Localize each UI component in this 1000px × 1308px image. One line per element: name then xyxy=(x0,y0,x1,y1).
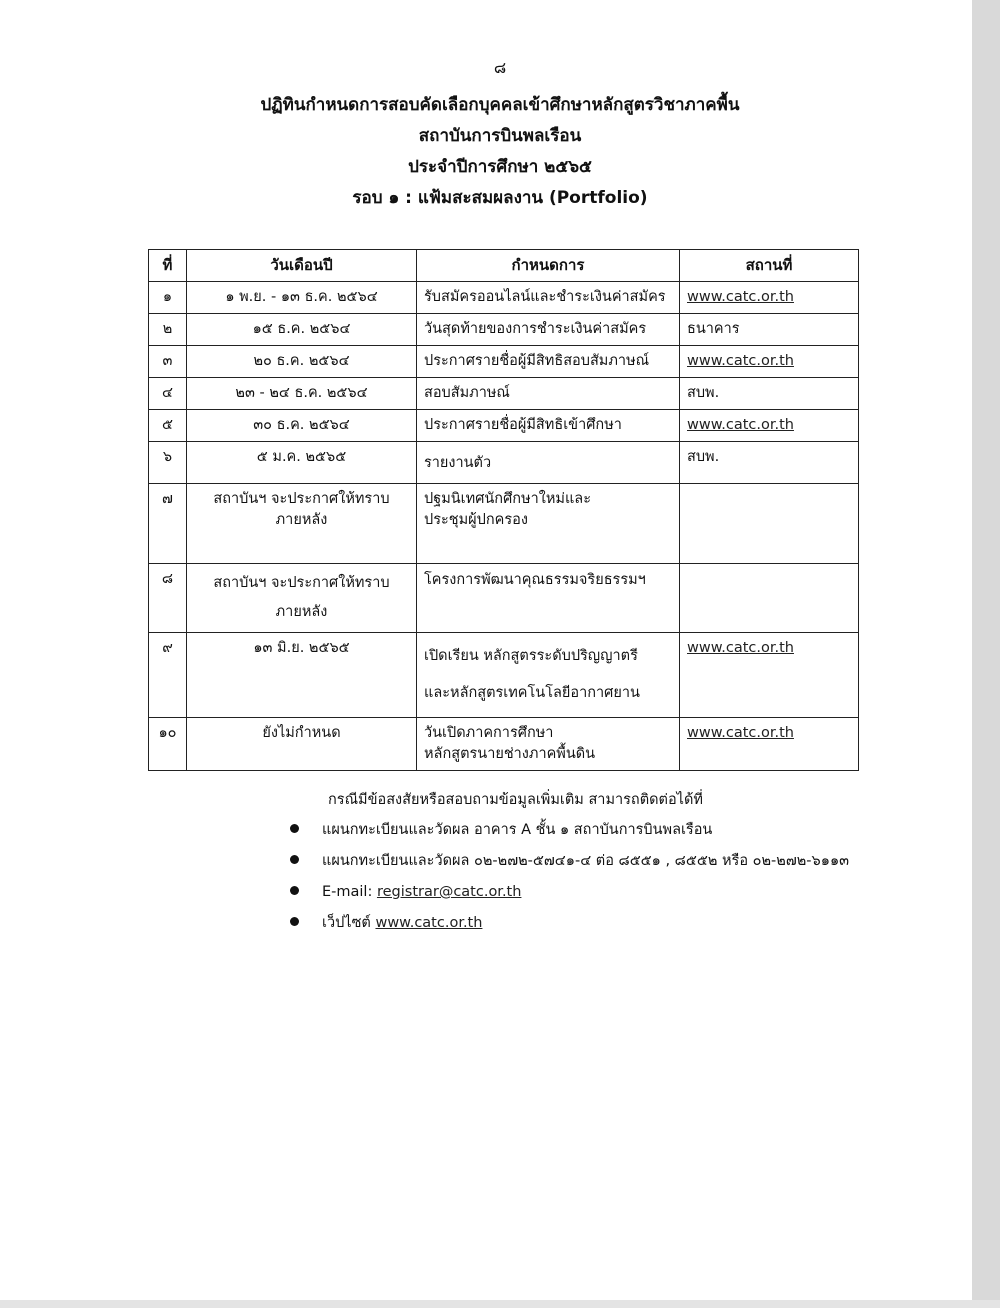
row-place xyxy=(680,346,859,378)
row-no: ๙ xyxy=(149,633,187,718)
table-row xyxy=(149,484,859,564)
row-date: ยังไม่กำหนด xyxy=(187,718,417,771)
bullet-icon xyxy=(290,855,299,864)
row-date-line1: สถาบันฯ จะประกาศให้ทราบ xyxy=(213,491,390,507)
row-date: ๑๕ ธ.ค. ๒๕๖๔ xyxy=(187,314,417,346)
list-item xyxy=(290,911,849,942)
table-row xyxy=(149,564,859,633)
row-place xyxy=(680,410,859,442)
row-date: ๕ ม.ค. ๒๕๖๕ xyxy=(187,442,417,484)
row-no: ๔ xyxy=(149,378,187,410)
row-activity-line1: เปิดเรียน หลักสูตรระดับปริญญาตรี xyxy=(424,648,638,664)
row-activity: รายงานตัว xyxy=(417,442,680,484)
row-activity xyxy=(417,484,680,564)
contact-intro: กรณีมีข้อสงสัยหรือสอบถามข้อมูลเพิ่มเติม สามารถติดต่อได้ที่ xyxy=(328,792,703,808)
row-place: สบพ. xyxy=(680,378,859,410)
list-item xyxy=(290,818,849,849)
row-activity-line2: หลักสูตรนายช่างภาคพื้นดิน xyxy=(424,746,596,762)
contact-phone: แผนกทะเบียนและวัดผล ๐๒-๒๗๒-๕๗๔๑-๔ ต่อ ๘๕๕๑ , ๘๕๕๒ หรือ ๐๒-๒๗๒-๖๑๑๓ xyxy=(322,853,850,869)
scan-edge-bottom xyxy=(0,1300,1000,1308)
website-link[interactable]: www.catc.or.th xyxy=(687,417,794,433)
email-label: E-mail: xyxy=(322,884,377,900)
row-activity: ประกาศรายชื่อผู้มีสิทธิเข้าศึกษา xyxy=(417,410,680,442)
row-date xyxy=(187,484,417,564)
email-link[interactable]: registrar@catc.or.th xyxy=(376,884,522,900)
row-no: ๓ xyxy=(149,346,187,378)
row-place: ธนาคาร xyxy=(680,314,859,346)
row-no: ๕ xyxy=(149,410,187,442)
table-header-row xyxy=(149,250,859,282)
website-link[interactable]: www.catc.or.th xyxy=(687,640,794,656)
row-activity xyxy=(417,633,680,718)
row-place xyxy=(680,564,859,633)
row-activity-line1: ปฐมนิเทศนักศึกษาใหม่และ xyxy=(424,491,591,507)
row-no: ๗ xyxy=(149,484,187,564)
table-row xyxy=(149,633,859,718)
title-line-1: ปฏิทินกำหนดการสอบคัดเลือกบุคคลเข้าศึกษาหลักสูตรวิชาภาคพื้น xyxy=(260,95,740,115)
title-line-3: ประจำปีการศึกษา ๒๕๖๕ xyxy=(408,157,592,177)
website-link[interactable]: www.catc.or.th xyxy=(687,353,794,369)
table-row xyxy=(149,346,859,378)
row-activity: วันสุดท้ายของการชำระเงินค่าสมัคร xyxy=(417,314,680,346)
website-label: เว็ปไซต์ xyxy=(322,915,376,931)
list-item xyxy=(290,849,849,880)
header-place: สถานที่ xyxy=(680,250,859,282)
bullet-icon xyxy=(290,824,299,833)
row-place xyxy=(680,633,859,718)
row-no: ๖ xyxy=(149,442,187,484)
row-place xyxy=(680,282,859,314)
header-no: ที่ xyxy=(149,250,187,282)
row-activity: รับสมัครออนไลน์และชำระเงินค่าสมัคร xyxy=(417,282,680,314)
table-row xyxy=(149,378,859,410)
table-row xyxy=(149,314,859,346)
bullet-icon xyxy=(290,917,299,926)
list-item xyxy=(290,880,849,911)
row-date: ๒๐ ธ.ค. ๒๕๖๔ xyxy=(187,346,417,378)
row-place: สบพ. xyxy=(680,442,859,484)
website-link[interactable]: www.catc.or.th xyxy=(687,289,794,305)
row-activity xyxy=(417,718,680,771)
row-activity: สอบสัมภาษณ์ xyxy=(417,378,680,410)
row-date-line1: สถาบันฯ จะประกาศให้ทราบ xyxy=(213,575,390,591)
row-date: ๒๓ - ๒๔ ธ.ค. ๒๕๖๔ xyxy=(187,378,417,410)
title-line-4: รอบ ๑ : แฟ้มสะสมผลงาน (Portfolio) xyxy=(352,188,648,208)
table-row xyxy=(149,410,859,442)
row-date xyxy=(187,564,417,633)
row-activity-line1: วันเปิดภาคการศึกษา xyxy=(424,725,554,741)
contact-list xyxy=(290,818,849,942)
page-number: ๘ xyxy=(493,58,507,77)
row-activity: ประกาศรายชื่อผู้มีสิทธิสอบสัมภาษณ์ xyxy=(417,346,680,378)
row-date: ๑ พ.ย. - ๑๓ ธ.ค. ๒๕๖๔ xyxy=(187,282,417,314)
row-no: ๑ xyxy=(149,282,187,314)
row-date: ๓๐ ธ.ค. ๒๕๖๔ xyxy=(187,410,417,442)
title-line-2: สถาบันการบินพลเรือน xyxy=(418,126,582,146)
header-activity: กำหนดการ xyxy=(417,250,680,282)
row-no: ๒ xyxy=(149,314,187,346)
row-date-line2: ภายหลัง xyxy=(275,512,328,528)
bullet-icon xyxy=(290,886,299,895)
header-date: วันเดือนปี xyxy=(187,250,417,282)
row-date-line2: ภายหลัง xyxy=(275,604,328,620)
row-date: ๑๓ มิ.ย. ๒๕๖๕ xyxy=(187,633,417,718)
row-activity-line2: ประชุมผู้ปกครอง xyxy=(424,512,528,528)
table-row xyxy=(149,282,859,314)
table-row xyxy=(149,718,859,771)
website-link[interactable]: www.catc.or.th xyxy=(375,915,483,931)
document-header xyxy=(0,90,1000,214)
row-activity: โครงการพัฒนาคุณธรรมจริยธรรมฯ xyxy=(417,564,680,633)
schedule-table xyxy=(148,249,859,771)
website-link[interactable]: www.catc.or.th xyxy=(687,725,794,741)
contact-address: แผนกทะเบียนและวัดผล อาคาร A ชั้น ๑ สถาบันการบินพลเรือน xyxy=(322,822,713,838)
table-row xyxy=(149,442,859,484)
row-place xyxy=(680,718,859,771)
row-place xyxy=(680,484,859,564)
row-no: ๘ xyxy=(149,564,187,633)
row-activity-line2: และหลักสูตรเทคโนโลยีอากาศยาน xyxy=(424,685,640,701)
row-no: ๑๐ xyxy=(149,718,187,771)
